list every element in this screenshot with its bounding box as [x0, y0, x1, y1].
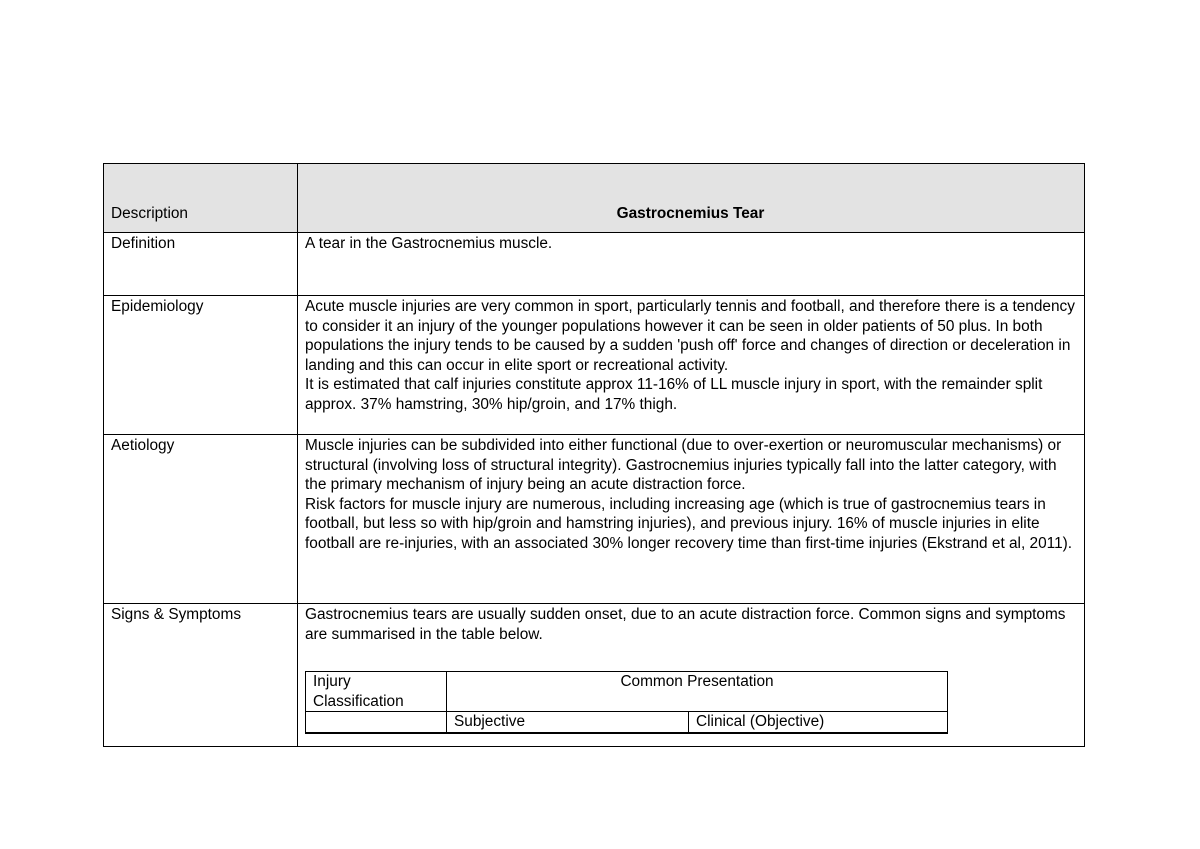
table-header-row: [104, 164, 1085, 233]
presentation-subheader-row: [306, 712, 948, 733]
gastrocnemius-tear-table: [103, 163, 1085, 747]
presentation-header-row: [306, 672, 948, 712]
row-label-aetiology: Aetiology: [104, 435, 298, 604]
row-label-definition: Definition: [104, 233, 298, 296]
row-label-epidemiology: Epidemiology: [104, 296, 298, 435]
subheader-empty-cell: [306, 712, 447, 733]
aetiology-paragraph-2: Risk factors for muscle injury are numerous, including increasing age (which is true of gastrocnemius tears in football, but less so with hip/groin and hamstring injuries), and previous injury. 16% of muscle injuries in elite football are re-injuries, with an associated 30% longer recovery time than first-time injuries (Ekstrand et al, 2011).: [305, 495, 1073, 552]
table-row-aetiology: [104, 435, 1085, 604]
table-row-definition: [104, 233, 1085, 296]
clinical-objective-header: Clinical (Objective): [689, 712, 948, 733]
table-row-signs-symptoms: [104, 604, 1085, 747]
aetiology-paragraph-1: Muscle injuries can be subdivided into either functional (due to over-exertion or neuromuscular mechanisms) or structural (involving loss of structural integrity). Gastrocnemius injuries typically fall into the latter category, with the primary mechanism of injury being an acute distraction force.: [305, 437, 1062, 494]
epidemiology-paragraph-2: It is estimated that calf injuries constitute approx 11-16% of LL muscle injury in sport, with the remainder split approx. 37% hamstring, 30% hip/groin, and 17% thigh.: [305, 376, 1043, 413]
row-content-definition: [298, 233, 1085, 296]
epidemiology-paragraph-1: Acute muscle injuries are very common in sport, particularly tennis and football, and therefore there is a tendency to consider it an injury of the younger populations however it can be seen in older patients of 50 plus. In both populations the injury tends to be caused by a sudden 'push off' force and changes of direction or deceleration in landing and this can occur in elite sport or recreational activity.: [305, 298, 1075, 374]
row-content-aetiology: [298, 435, 1085, 604]
header-title-cell: Gastrocnemius Tear: [298, 164, 1085, 233]
table-row-epidemiology: [104, 296, 1085, 435]
definition-text: A tear in the Gastrocnemius muscle.: [305, 235, 553, 252]
signs-symptoms-text: Gastrocnemius tears are usually sudden onset, due to an acute distraction force. Common signs and symptoms are summarised in the table below.: [305, 606, 1066, 643]
row-label-signs-symptoms: Signs & Symptoms: [104, 604, 298, 747]
subjective-header: Subjective: [447, 712, 689, 733]
row-content-signs-symptoms: [298, 604, 1085, 747]
injury-classification-header: Injury Classification: [306, 672, 447, 712]
common-presentation-header: Common Presentation: [447, 672, 948, 712]
presentation-table: [305, 671, 948, 734]
header-description-cell: Description: [104, 164, 298, 233]
row-content-epidemiology: [298, 296, 1085, 435]
